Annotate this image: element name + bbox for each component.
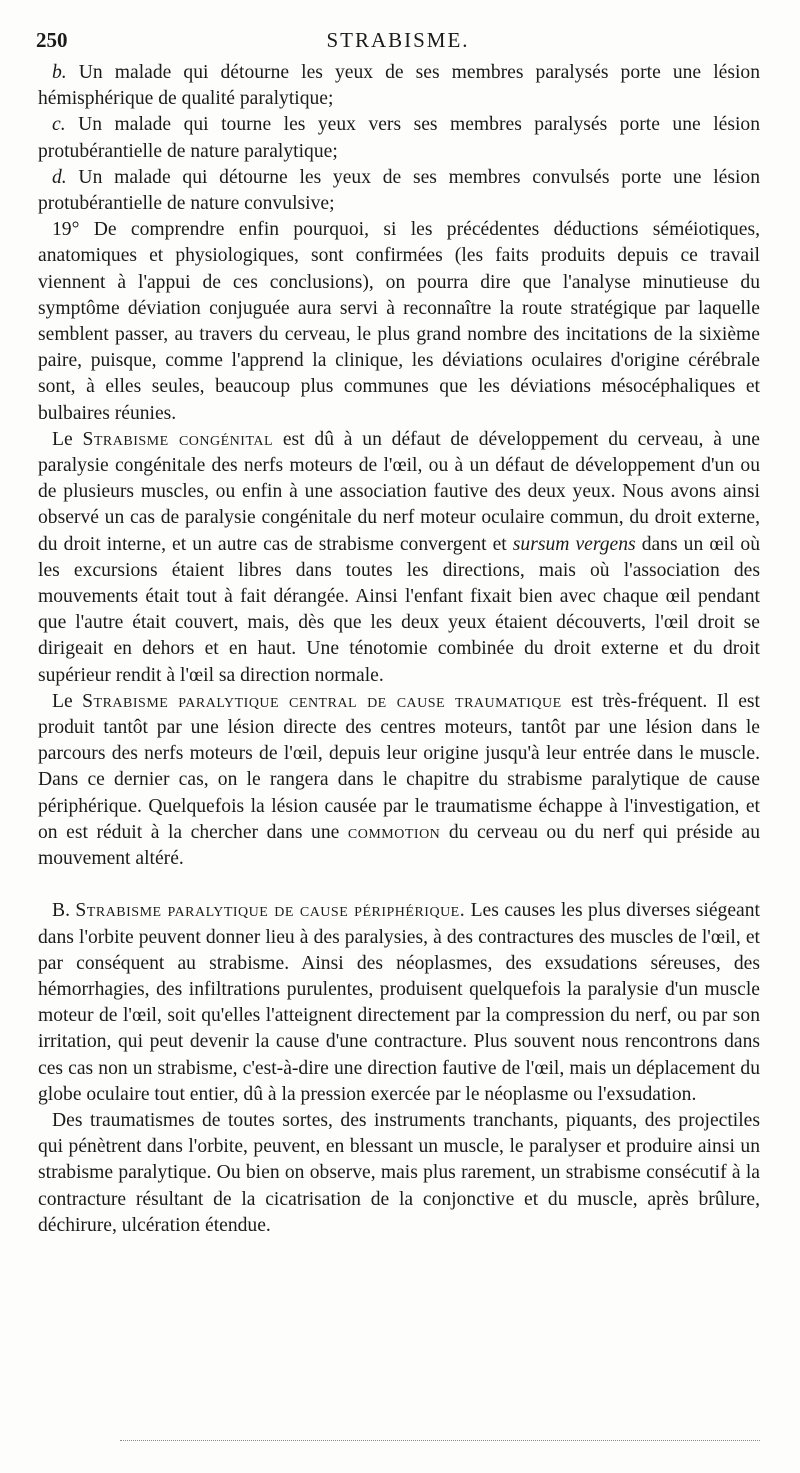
section-text: Les causes les plus diverses siégeant dans l'orbite peuvent donner lieu à des paralysies, à des contractures des muscles de l'œil, et par conséquent au strabisme. Ainsi des néoplasmes, des exsudations séreuses, des hémorrhagies, des infiltrations purulentes, produisent quelquefois la paralysie d'un muscle moteur de l'œil, soit qu'elles l'atteignent directement par la compression du nerf, ou par son irritation, qui peut devenir la cause d'une contracture. Plus souvent nous rencontrons dans ces cas non un strabisme, c'est-à-dire une direction fautive de l'œil, mais un déplacement du globe oculaire tout entier, dû à la pression exercée par le néoplasme ou l'exsudation. bbox=[38, 900, 760, 1105]
text-part-1: est dû à un défaut de développement du cerveau, à une paralysie congénitale des nerfs moteurs de l'œil, ou à un défaut de développement d'un ou de plusieurs muscles, ou enfin à une association fautive des deux yeux. Nous avons ainsi observé un cas de paralysie congénitale du nerf moteur oculaire commun, du droit externe, du droit interne, et un autre cas de strabisme convergent et bbox=[38, 428, 760, 555]
section-gap bbox=[38, 872, 760, 898]
italic-term: sursum vergens bbox=[512, 533, 636, 555]
page-header bbox=[36, 28, 760, 58]
item-text: Un malade qui détourne les yeux de ses membres paralysés porte une lésion hémisphérique de qualité paralytique; bbox=[38, 62, 760, 110]
section-letter: B. bbox=[52, 900, 76, 922]
heading-strabisme-peripherique: Strabisme paralytique de cause périphérique. bbox=[75, 900, 466, 922]
heading-strabisme-congenital: Strabisme congénital bbox=[82, 428, 274, 450]
paragraph-19: 19° De comprendre enfin pourquoi, si les précédentes déductions séméiotiques, anatomiques et physiologiques, sont confirmées (les faits produits depuis ce travail viennent à l'appui de ces conclusions), on pourra dire que l'analyse minutieuse du symptôme déviation conjuguée aura servi à reconnaître la route stratégique par laquelle semblent passer, au travers du cerveau, le plus grand nombre des incitations de la sixième paire, puisque, comme l'apprend la clinique, les déviations oculaires d'origine cérébrale sont, à elles seules, beaucoup plus communes que les déviations mésocéphaliques et bulbaires réunies. bbox=[38, 219, 760, 424]
list-item-c bbox=[38, 112, 760, 164]
text-part-2: dans un œil où les excursions étaient libres dans toutes les directions, mais où l'association des mouvements était tout à fait dérangée. Ainsi l'enfant fixait bien avec chaque œil pendant que l'autre était couvert, mais, dès que les deux yeux étaient découverts, l'œil droit se dirigeait en dehors et en haut. Une ténotomie combinée du droit externe et du droit supérieur rendit à l'œil sa direction normale. bbox=[38, 533, 761, 686]
list-item-b bbox=[38, 60, 760, 112]
paragraph-strabisme-congenital bbox=[38, 427, 760, 689]
item-letter: c. bbox=[52, 114, 66, 136]
page-number: 250 bbox=[36, 28, 68, 52]
heading-strabisme-traumatique: Strabisme paralytique central de cause traumatique bbox=[82, 690, 562, 712]
item-letter: d. bbox=[52, 166, 67, 188]
paragraph-traumatismes: Des traumatismes de toutes sortes, des instruments tranchants, piquants, des projectiles qui pénètrent dans l'orbite, peuvent, en blessant un muscle, le paralyser et produire ainsi un strabisme paralytique. Ou bien on observe, mais plus rarement, un strabisme consécutif à la contracture résultant de la cicatrisation de la conjonctive et du muscle, après brûlure, déchirure, ulcération étendue. bbox=[38, 1109, 760, 1236]
footer-rule bbox=[120, 1440, 760, 1441]
term-commotion: commotion bbox=[347, 821, 441, 843]
list-item-d bbox=[38, 165, 760, 217]
paragraph-section-b bbox=[38, 898, 760, 1108]
lead: Le bbox=[52, 428, 83, 450]
item-text: Un malade qui tourne les yeux vers ses membres paralysés porte une lésion protubérantielle de nature paralytique; bbox=[38, 114, 760, 162]
paragraph-strabisme-traumatique bbox=[38, 689, 760, 872]
item-letter: b. bbox=[52, 62, 67, 83]
body-text bbox=[38, 60, 760, 1239]
running-title: STRABISME. bbox=[326, 28, 470, 52]
text-part-1: est très-fréquent. Il est produit tantôt par une lésion directe des centres moteurs, tantôt par une lésion dans le parcours des nerfs moteurs de l'œil, depuis leur origine jusqu'à leur entrée dans le muscle. Dans ce dernier cas, on le rangera dans le chapitre du strabisme paralytique de cause périphérique. Quelquefois la lésion causée par le traumatisme échappe à l'investigation, et on est réduit à la chercher dans une bbox=[38, 690, 760, 843]
text-part-2: du cerveau ou du nerf qui préside au mouvement altéré. bbox=[38, 821, 760, 870]
lead: Le bbox=[52, 690, 83, 712]
item-text: Un malade qui détourne les yeux de ses membres convulsés porte une lésion protubérantielle de nature convulsive; bbox=[38, 166, 760, 215]
